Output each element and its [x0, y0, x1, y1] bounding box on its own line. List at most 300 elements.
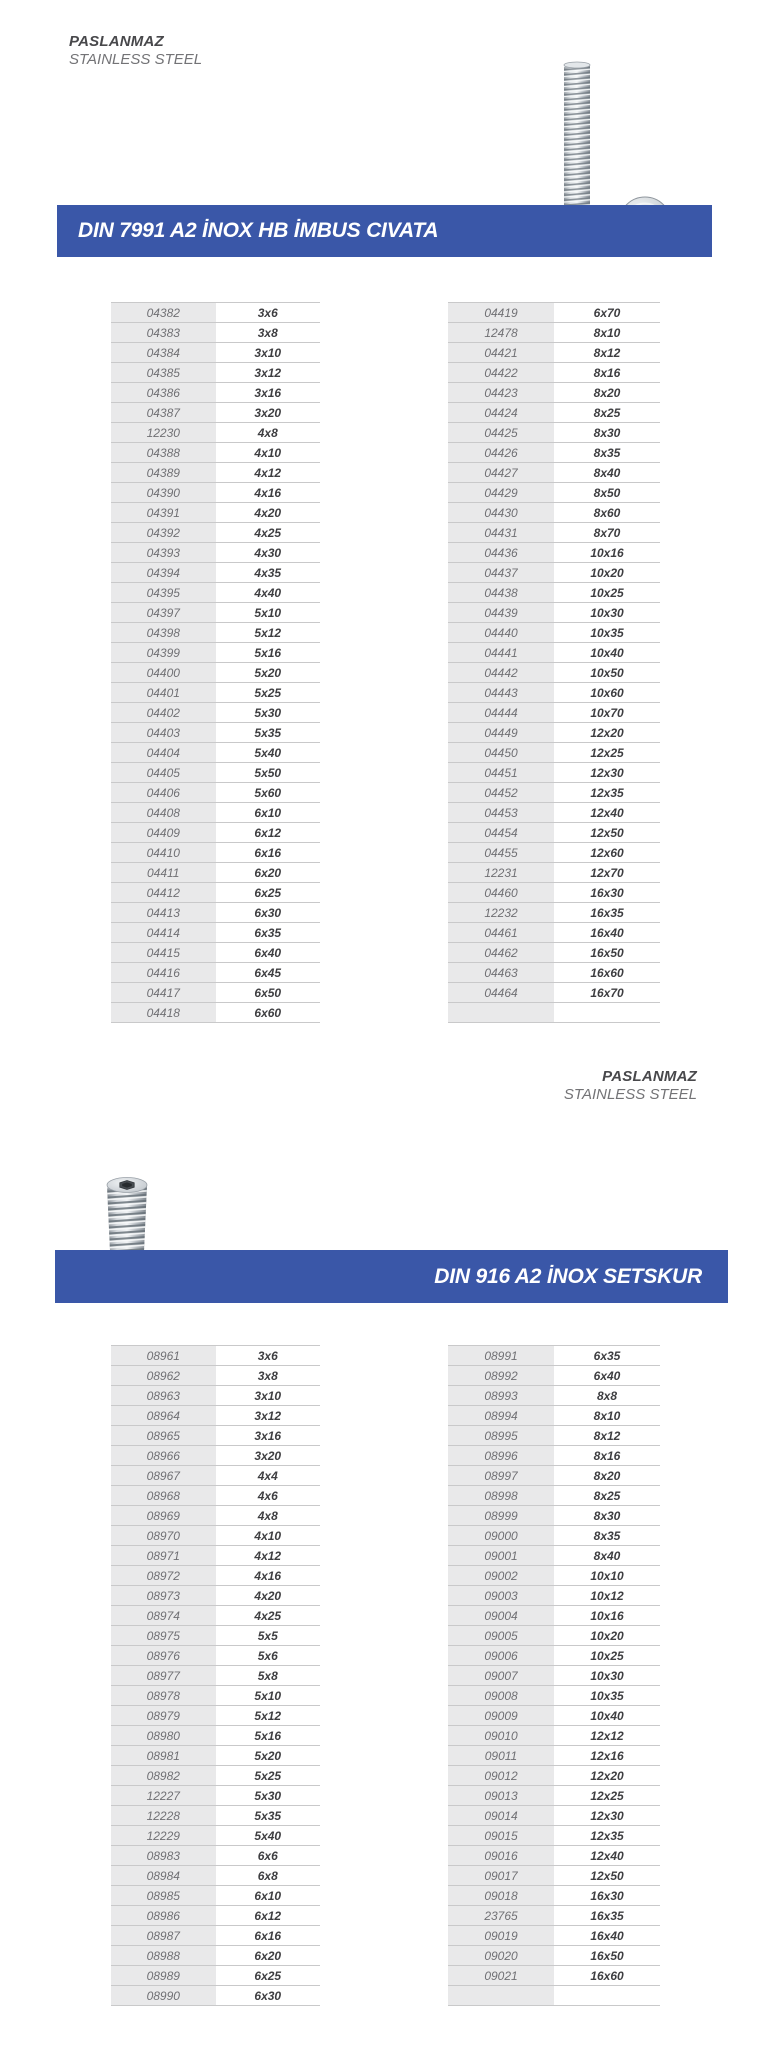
- product-size-cell: 10x30: [554, 1666, 660, 1685]
- product-size-cell: 6x30: [216, 1986, 321, 2005]
- product-size-cell: 4x8: [216, 1506, 321, 1525]
- product-code-cell: 04450: [448, 743, 554, 762]
- table-row: [111, 543, 320, 563]
- product-size-cell: 3x10: [216, 1386, 321, 1405]
- product-size-cell: 4x30: [216, 543, 321, 562]
- table-row: [448, 1646, 660, 1666]
- table-row: [111, 743, 320, 763]
- table-row: [111, 983, 320, 1003]
- table-row: [448, 563, 660, 583]
- table-row: [111, 663, 320, 683]
- product-size-cell: 5x20: [216, 1746, 321, 1765]
- product-size-cell: 16x35: [554, 903, 660, 922]
- table-row: [448, 1746, 660, 1766]
- product-size-cell: 10x12: [554, 1586, 660, 1605]
- product-size-cell: 3x16: [216, 383, 321, 402]
- table-row: [448, 1486, 660, 1506]
- product-size-cell: 12x40: [554, 803, 660, 822]
- table-row: [448, 1446, 660, 1466]
- table-row: [448, 863, 660, 883]
- product-code-cell: 09015: [448, 1826, 554, 1845]
- product-code-cell: 04421: [448, 343, 554, 362]
- table-row: [448, 1966, 660, 1986]
- product-code-cell: 04412: [111, 883, 216, 902]
- product-code-cell: 08975: [111, 1626, 216, 1645]
- product-size-cell: 5x25: [216, 1766, 321, 1785]
- product-size-cell: 10x20: [554, 563, 660, 582]
- product-code-cell: 04387: [111, 403, 216, 422]
- product-size-cell: 3x12: [216, 363, 321, 382]
- product-code-cell: 04451: [448, 763, 554, 782]
- product-size-cell: 6x45: [216, 963, 321, 982]
- product-size-cell: 5x25: [216, 683, 321, 702]
- table-row: [448, 583, 660, 603]
- product-code-cell: 09013: [448, 1786, 554, 1805]
- product-size-cell: 6x6: [216, 1846, 321, 1865]
- table-row: [448, 463, 660, 483]
- product-code-cell: 04404: [111, 743, 216, 762]
- product-code-cell: 08994: [448, 1406, 554, 1425]
- table-row: [448, 963, 660, 983]
- table-row: [448, 883, 660, 903]
- table-row: [448, 1766, 660, 1786]
- table-row: [448, 1406, 660, 1426]
- product-code-cell: 04453: [448, 803, 554, 822]
- product-size-cell: 8x35: [554, 443, 660, 462]
- table-row: [448, 383, 660, 403]
- product-code-cell: 08967: [111, 1466, 216, 1485]
- table-row: [448, 763, 660, 783]
- product-size-cell: 5x40: [216, 743, 321, 762]
- product-size-cell: 12x50: [554, 1866, 660, 1885]
- table-row: [111, 1486, 320, 1506]
- product-code-cell: 04442: [448, 663, 554, 682]
- product-size-cell: 4x10: [216, 1526, 321, 1545]
- product-size-cell: 6x8: [216, 1866, 321, 1885]
- table-row: [448, 983, 660, 1003]
- table-row: [448, 1906, 660, 1926]
- product-size-cell: 6x10: [216, 803, 321, 822]
- product-code-cell: 09017: [448, 1866, 554, 1885]
- product-code-cell: 04410: [111, 843, 216, 862]
- product-code-cell: 08973: [111, 1586, 216, 1605]
- table-row: [111, 963, 320, 983]
- product-size-cell: 16x50: [554, 1946, 660, 1965]
- product-size-cell: 6x16: [216, 843, 321, 862]
- table-row: [448, 643, 660, 663]
- product-code-cell: 08968: [111, 1486, 216, 1505]
- product-size-cell: 8x70: [554, 523, 660, 542]
- product-size-cell: 8x40: [554, 463, 660, 482]
- product-size-cell: 5x10: [216, 1686, 321, 1705]
- product-size-cell: 12x35: [554, 783, 660, 802]
- table-row: [448, 1546, 660, 1566]
- table-row: [111, 1766, 320, 1786]
- table-row: [448, 1986, 660, 2006]
- product-code-cell: 04415: [111, 943, 216, 962]
- product-size-cell: 12x50: [554, 823, 660, 842]
- product-size-cell: 5x35: [216, 1806, 321, 1825]
- product-size-cell: 12x30: [554, 763, 660, 782]
- table-row: [111, 1346, 320, 1366]
- product-code-cell: 08997: [448, 1466, 554, 1485]
- section-banner-din916: [55, 1250, 728, 1303]
- table-row: [111, 1386, 320, 1406]
- product-size-cell: 6x20: [216, 1946, 321, 1965]
- table-row: [111, 763, 320, 783]
- table-row: [111, 863, 320, 883]
- product-size-cell: 16x35: [554, 1906, 660, 1925]
- product-size-cell: 16x60: [554, 963, 660, 982]
- product-size-cell: 3x8: [216, 1366, 321, 1385]
- table-row: [448, 443, 660, 463]
- product-size-cell: 6x20: [216, 863, 321, 882]
- table-row: [111, 1926, 320, 1946]
- product-code-cell: 04438: [448, 583, 554, 602]
- table-row: [448, 843, 660, 863]
- product-code-cell: 09011: [448, 1746, 554, 1765]
- table-row: [448, 323, 660, 343]
- product-code-cell: 04389: [111, 463, 216, 482]
- table-row: [448, 1706, 660, 1726]
- table-row: [448, 623, 660, 643]
- product-size-cell: 8x30: [554, 1506, 660, 1525]
- product-code-cell: 04398: [111, 623, 216, 642]
- product-code-cell: 09003: [448, 1586, 554, 1605]
- product-size-cell: 4x10: [216, 443, 321, 462]
- table-row: [448, 1466, 660, 1486]
- product-size-cell: 5x10: [216, 603, 321, 622]
- table-row: [448, 1866, 660, 1886]
- table-row: [111, 523, 320, 543]
- table-row: [448, 363, 660, 383]
- table-row: [111, 623, 320, 643]
- product-size-cell: 8x12: [554, 343, 660, 362]
- product-code-cell: [448, 1986, 554, 2005]
- product-size-cell: 5x12: [216, 623, 321, 642]
- product-size-cell: 8x10: [554, 1406, 660, 1425]
- product-size-cell: 5x35: [216, 723, 321, 742]
- table-row: [111, 483, 320, 503]
- product-code-cell: 12227: [111, 1786, 216, 1805]
- table-row: [111, 1586, 320, 1606]
- product-code-cell: 08971: [111, 1546, 216, 1565]
- product-code-cell: 08980: [111, 1726, 216, 1745]
- product-code-cell: 08981: [111, 1746, 216, 1765]
- product-code-cell: 04463: [448, 963, 554, 982]
- table-row: [448, 723, 660, 743]
- product-size-cell: 10x40: [554, 643, 660, 662]
- product-code-cell: 04388: [111, 443, 216, 462]
- product-code-cell: 12230: [111, 423, 216, 442]
- table-row: [448, 1666, 660, 1686]
- product-size-cell: 8x16: [554, 1446, 660, 1465]
- product-size-cell: 10x10: [554, 1566, 660, 1585]
- product-code-cell: 09004: [448, 1606, 554, 1625]
- product-code-cell: 08985: [111, 1886, 216, 1905]
- table-row: [448, 823, 660, 843]
- product-size-cell: 10x50: [554, 663, 660, 682]
- product-code-cell: 04464: [448, 983, 554, 1002]
- table-row: [111, 1726, 320, 1746]
- table-row: [448, 683, 660, 703]
- product-code-cell: 04461: [448, 923, 554, 942]
- product-size-cell: 6x12: [216, 823, 321, 842]
- product-code-cell: 04390: [111, 483, 216, 502]
- product-size-cell: 6x16: [216, 1926, 321, 1945]
- product-size-cell: [554, 1986, 660, 2005]
- product-size-cell: 6x25: [216, 883, 321, 902]
- banner-title: DIN 916 A2 İNOX SETSKUR: [434, 1264, 702, 1288]
- product-code-cell: 08964: [111, 1406, 216, 1425]
- product-size-cell: 6x12: [216, 1906, 321, 1925]
- product-size-cell: 5x5: [216, 1626, 321, 1645]
- product-code-cell: 04460: [448, 883, 554, 902]
- material-label-top: [69, 33, 202, 70]
- product-size-cell: 10x25: [554, 1646, 660, 1665]
- product-size-cell: 10x16: [554, 543, 660, 562]
- table-row: [448, 1426, 660, 1446]
- product-code-cell: 04455: [448, 843, 554, 862]
- table-row: [111, 703, 320, 723]
- product-code-cell: 09009: [448, 1706, 554, 1725]
- product-code-cell: 09016: [448, 1846, 554, 1865]
- product-code-cell: 12231: [448, 863, 554, 882]
- product-code-cell: 04413: [111, 903, 216, 922]
- product-size-cell: 10x35: [554, 623, 660, 642]
- product-size-cell: 6x60: [216, 1003, 321, 1022]
- product-code-cell: 08976: [111, 1646, 216, 1665]
- din916-table-right: [448, 1345, 660, 2006]
- product-size-cell: 8x30: [554, 423, 660, 442]
- table-row: [448, 1526, 660, 1546]
- product-size-cell: 12x40: [554, 1846, 660, 1865]
- product-size-cell: 3x16: [216, 1426, 321, 1445]
- product-code-cell: 04402: [111, 703, 216, 722]
- product-code-cell: 09001: [448, 1546, 554, 1565]
- product-size-cell: 16x30: [554, 1886, 660, 1905]
- table-row: [448, 343, 660, 363]
- product-code-cell: 04401: [111, 683, 216, 702]
- product-code-cell: 08962: [111, 1366, 216, 1385]
- product-size-cell: 8x35: [554, 1526, 660, 1545]
- table-row: [448, 803, 660, 823]
- product-size-cell: 12x12: [554, 1726, 660, 1745]
- product-code-cell: 04436: [448, 543, 554, 562]
- product-size-cell: 16x60: [554, 1966, 660, 1985]
- table-row: [111, 723, 320, 743]
- product-size-cell: 4x4: [216, 1466, 321, 1485]
- product-code-cell: 04443: [448, 683, 554, 702]
- product-code-cell: 04425: [448, 423, 554, 442]
- product-code-cell: 04430: [448, 503, 554, 522]
- product-size-cell: 10x30: [554, 603, 660, 622]
- product-size-cell: 8x20: [554, 1466, 660, 1485]
- table-row: [111, 1526, 320, 1546]
- product-code-cell: 04422: [448, 363, 554, 382]
- product-code-cell: 04394: [111, 563, 216, 582]
- product-code-cell: 04427: [448, 463, 554, 482]
- product-code-cell: 04414: [111, 923, 216, 942]
- product-code-cell: 08987: [111, 1926, 216, 1945]
- product-size-cell: 4x20: [216, 1586, 321, 1605]
- table-row: [448, 743, 660, 763]
- table-row: [448, 663, 660, 683]
- table-row: [448, 403, 660, 423]
- product-size-cell: 3x6: [216, 1346, 321, 1365]
- table-row: [111, 1666, 320, 1686]
- product-code-cell: 08999: [448, 1506, 554, 1525]
- product-code-cell: 08966: [111, 1446, 216, 1465]
- product-code-cell: 12232: [448, 903, 554, 922]
- table-row: [448, 483, 660, 503]
- product-size-cell: 8x8: [554, 1386, 660, 1405]
- product-size-cell: 6x10: [216, 1886, 321, 1905]
- product-code-cell: 04384: [111, 343, 216, 362]
- table-row: [448, 1926, 660, 1946]
- table-row: [448, 943, 660, 963]
- product-code-cell: 08996: [448, 1446, 554, 1465]
- product-code-cell: 04417: [111, 983, 216, 1002]
- product-size-cell: 4x20: [216, 503, 321, 522]
- product-code-cell: 04462: [448, 943, 554, 962]
- product-size-cell: 3x12: [216, 1406, 321, 1425]
- product-size-cell: 3x10: [216, 343, 321, 362]
- product-code-cell: 04399: [111, 643, 216, 662]
- product-code-cell: 09019: [448, 1926, 554, 1945]
- product-code-cell: 09012: [448, 1766, 554, 1785]
- product-code-cell: 12478: [448, 323, 554, 342]
- product-code-cell: 09018: [448, 1886, 554, 1905]
- product-code-cell: 09020: [448, 1946, 554, 1965]
- product-code-cell: 08990: [111, 1986, 216, 2005]
- table-row: [448, 1606, 660, 1626]
- product-size-cell: 5x20: [216, 663, 321, 682]
- product-size-cell: 5x40: [216, 1826, 321, 1845]
- product-code-cell: 09010: [448, 1726, 554, 1745]
- product-size-cell: 8x50: [554, 483, 660, 502]
- product-code-cell: 04393: [111, 543, 216, 562]
- product-code-cell: 04431: [448, 523, 554, 542]
- table-row: [111, 1426, 320, 1446]
- product-code-cell: 12228: [111, 1806, 216, 1825]
- product-code-cell: 08983: [111, 1846, 216, 1865]
- product-size-cell: 5x30: [216, 1786, 321, 1805]
- product-code-cell: 09002: [448, 1566, 554, 1585]
- table-row: [448, 543, 660, 563]
- product-size-cell: 10x16: [554, 1606, 660, 1625]
- product-size-cell: 12x60: [554, 843, 660, 862]
- product-size-cell: 5x12: [216, 1706, 321, 1725]
- product-code-cell: 08969: [111, 1506, 216, 1525]
- product-size-cell: 4x35: [216, 563, 321, 582]
- table-row: [111, 1366, 320, 1386]
- table-row: [111, 683, 320, 703]
- table-row: [111, 563, 320, 583]
- product-code-cell: 04439: [448, 603, 554, 622]
- product-code-cell: 04400: [111, 663, 216, 682]
- table-row: [111, 1546, 320, 1566]
- table-row: [111, 643, 320, 663]
- product-size-cell: 12x20: [554, 1766, 660, 1785]
- product-size-cell: 8x10: [554, 323, 660, 342]
- product-size-cell: 16x30: [554, 883, 660, 902]
- table-row: [111, 383, 320, 403]
- table-row: [448, 703, 660, 723]
- product-size-cell: 12x25: [554, 1786, 660, 1805]
- product-size-cell: 12x16: [554, 1746, 660, 1765]
- product-size-cell: 8x25: [554, 403, 660, 422]
- material-label-turkish: PASLANMAZ: [69, 33, 164, 50]
- din7991-table-right: [448, 302, 660, 1023]
- product-code-cell: 04437: [448, 563, 554, 582]
- product-code-cell: 08992: [448, 1366, 554, 1385]
- table-row: [111, 903, 320, 923]
- product-size-cell: 8x25: [554, 1486, 660, 1505]
- table-row: [448, 1786, 660, 1806]
- product-code-cell: 08995: [448, 1426, 554, 1445]
- product-code-cell: 09000: [448, 1526, 554, 1545]
- product-size-cell: 12x25: [554, 743, 660, 762]
- table-row: [111, 1566, 320, 1586]
- table-row: [111, 1003, 320, 1023]
- table-row: [448, 903, 660, 923]
- table-row: [448, 923, 660, 943]
- table-row: [111, 1506, 320, 1526]
- table-row: [448, 523, 660, 543]
- product-size-cell: 8x40: [554, 1546, 660, 1565]
- product-code-cell: 08977: [111, 1666, 216, 1685]
- product-size-cell: 6x35: [554, 1346, 660, 1365]
- product-code-cell: 09014: [448, 1806, 554, 1825]
- banner-title: DIN 7991 A2 İNOX HB İMBUS CIVATA: [78, 219, 439, 242]
- product-size-cell: 3x8: [216, 323, 321, 342]
- product-size-cell: 6x25: [216, 1966, 321, 1985]
- product-code-cell: 04397: [111, 603, 216, 622]
- product-size-cell: 4x25: [216, 523, 321, 542]
- product-size-cell: 4x16: [216, 1566, 321, 1585]
- table-row: [448, 783, 660, 803]
- product-size-cell: 3x20: [216, 1446, 321, 1465]
- product-code-cell: 04426: [448, 443, 554, 462]
- din916-table-left: [111, 1345, 320, 2006]
- product-code-cell: 08978: [111, 1686, 216, 1705]
- table-row: [111, 823, 320, 843]
- material-label-english: STAINLESS STEEL: [563, 1086, 697, 1104]
- product-code-cell: 08965: [111, 1426, 216, 1445]
- product-code-cell: 09021: [448, 1966, 554, 1985]
- product-code-cell: 04386: [111, 383, 216, 402]
- table-row: [111, 1706, 320, 1726]
- product-code-cell: 09006: [448, 1646, 554, 1665]
- table-row: [448, 1686, 660, 1706]
- table-row: [111, 1446, 320, 1466]
- product-size-cell: 8x12: [554, 1426, 660, 1445]
- table-row: [448, 1003, 660, 1023]
- product-size-cell: 5x16: [216, 1726, 321, 1745]
- din7991-table-left: [111, 302, 320, 1023]
- table-row: [448, 1346, 660, 1366]
- table-row: [448, 1946, 660, 1966]
- product-size-cell: 4x12: [216, 463, 321, 482]
- table-row: [448, 1506, 660, 1526]
- table-row: [448, 1726, 660, 1746]
- product-code-cell: 04440: [448, 623, 554, 642]
- product-size-cell: 4x8: [216, 423, 321, 442]
- table-row: [111, 1886, 320, 1906]
- table-row: [111, 1746, 320, 1766]
- product-code-cell: 08982: [111, 1766, 216, 1785]
